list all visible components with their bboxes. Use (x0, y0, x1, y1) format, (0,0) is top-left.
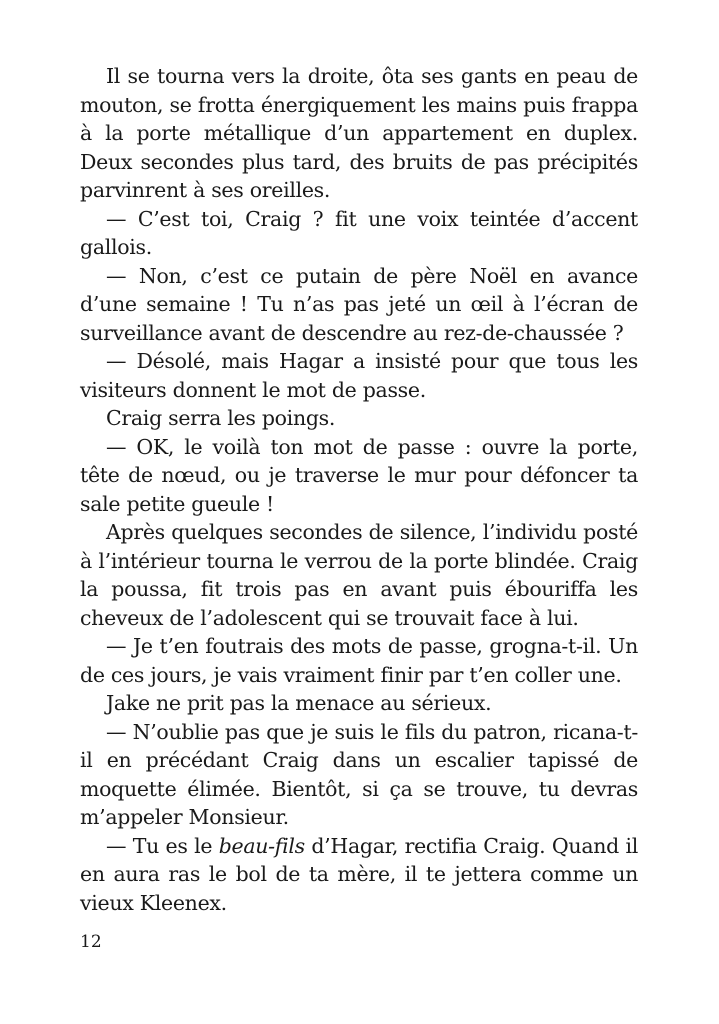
page-body (80, 62, 638, 917)
text-segment: d’Hagar, rectifia Craig. Quand il en aura ras le bol de ta mère, il te jettera comme un vieux Kleenex. (80, 833, 638, 915)
italic-term: beau-fils (218, 833, 305, 858)
paragraph: — C’est toi, Craig ? fit une voix teintée d’accent gallois. (80, 206, 638, 259)
paragraph: Après quelques secondes de silence, l’individu posté à l’intérieur tourna le verrou de la porte blindée. Craig la poussa, fit trois pas en avant puis ébouriffa les cheveux de l’adolescent qui se trouvait face à lui. (80, 520, 638, 630)
paragraph: Il se tourna vers la droite, ôta ses gants en peau de mouton, se frotta énergiquement les mains puis frappa à la porte métallique d’un appartement en duplex. Deux secondes plus tard, des bruits de pas précipités parvinrent à ses oreilles. (80, 64, 638, 202)
paragraph: — Non, c’est ce putain de père Noël en avance d’une semaine ! Tu n’as pas jeté un œil à l’écran de surveillance avant de descendre au rez-de-chaussée ? (80, 263, 638, 345)
paragraph: — Désolé, mais Hagar a insisté pour que tous les visiteurs donnent le mot de passe. (80, 349, 638, 402)
paragraph: Jake ne prit pas la menace au sérieux. (106, 691, 492, 715)
text-segment: — Tu es le (106, 833, 219, 858)
paragraph: — OK, le voilà ton mot de passe : ouvre la porte, tête de nœud, ou je traverse le mur pour défoncer ta sale petite gueule ! (80, 434, 638, 516)
paragraph: Craig serra les poings. (106, 406, 336, 430)
paragraph: — N’oublie pas que je suis le fils du patron, ricana-t-il en précédant Craig dans un escalier tapissé de moquette élimée. Bientôt, si ça se trouve, tu devras m’appeler Monsieur. (80, 719, 638, 829)
paragraph-last (80, 832, 638, 918)
page-number: 12 (80, 932, 102, 952)
paragraph: — Je t’en foutrais des mots de passe, grogna-t-il. Un de ces jours, je vais vraiment finir par t’en coller une. (80, 634, 638, 687)
